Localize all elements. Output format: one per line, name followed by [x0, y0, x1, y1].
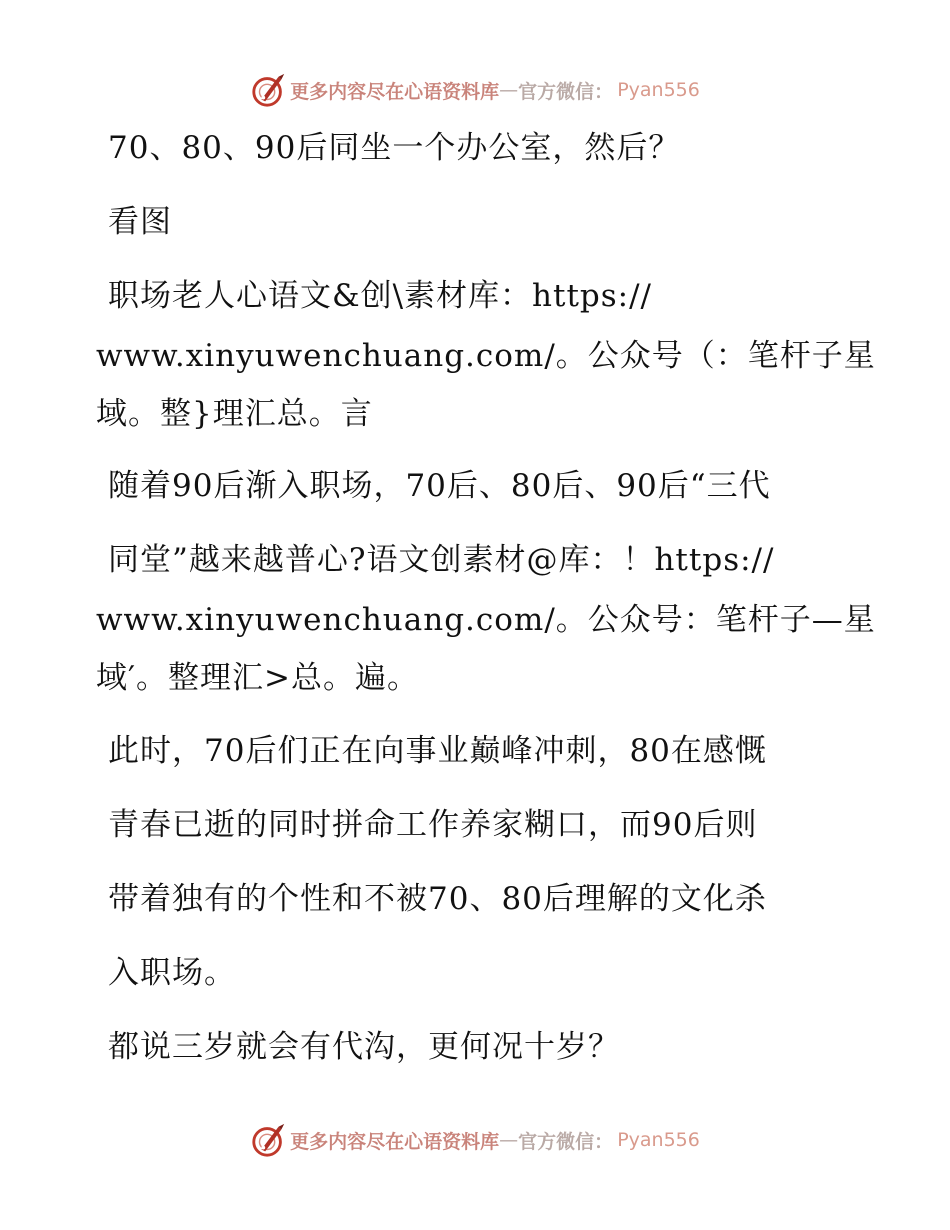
watermark-separator: — — [499, 79, 519, 101]
watermark-wechat-id: Pyan556 — [617, 1129, 700, 1151]
text-line: 域。整}理汇总。言 — [96, 396, 373, 432]
text-line: 青春已逝的同时拼命工作养家糊口，而90后则 — [108, 807, 758, 843]
quill-pen-logo-icon — [250, 71, 288, 109]
watermark-separator: — — [499, 1129, 519, 1151]
text-line: 看图 — [108, 204, 172, 240]
watermark-main-text: 更多内容尽在心语资料库 — [290, 1130, 500, 1153]
header-watermark — [0, 70, 950, 110]
text-line: 入职场。 — [108, 955, 236, 991]
text-line: 域′。整理汇>总。遍。 — [96, 660, 420, 696]
text-line: 70、80、90后同坐一个办公室，然后？ — [108, 130, 681, 166]
watermark-label: 官方微信： — [518, 80, 614, 103]
watermark-wechat-id: Pyan556 — [617, 79, 700, 101]
footer-watermark — [0, 1120, 950, 1160]
text-line: www.xinyuwenchuang.com/。公众号：笔杆子—星 — [96, 602, 876, 638]
text-line: 随着90后渐入职场，70后、80后、90后“三代 — [108, 468, 771, 504]
text-line: 同堂”越来越普心?语文创素材@库：！https:// — [108, 542, 775, 578]
text-line: 都说三岁就会有代沟，更何况十岁？ — [108, 1029, 620, 1065]
text-line: www.xinyuwenchuang.com/。公众号（：笔杆子星 — [96, 338, 876, 374]
text-line: 此时，70后们正在向事业巅峰冲刺，80在感慨 — [108, 733, 767, 769]
text-line: 职场老人心语文&创\素材库：https:// — [108, 278, 653, 314]
watermark-main-text: 更多内容尽在心语资料库 — [290, 80, 500, 103]
text-line: 带着独有的个性和不被70、80后理解的文化杀 — [108, 881, 767, 917]
quill-pen-logo-icon — [250, 1121, 288, 1159]
watermark-label: 官方微信： — [518, 1130, 614, 1153]
